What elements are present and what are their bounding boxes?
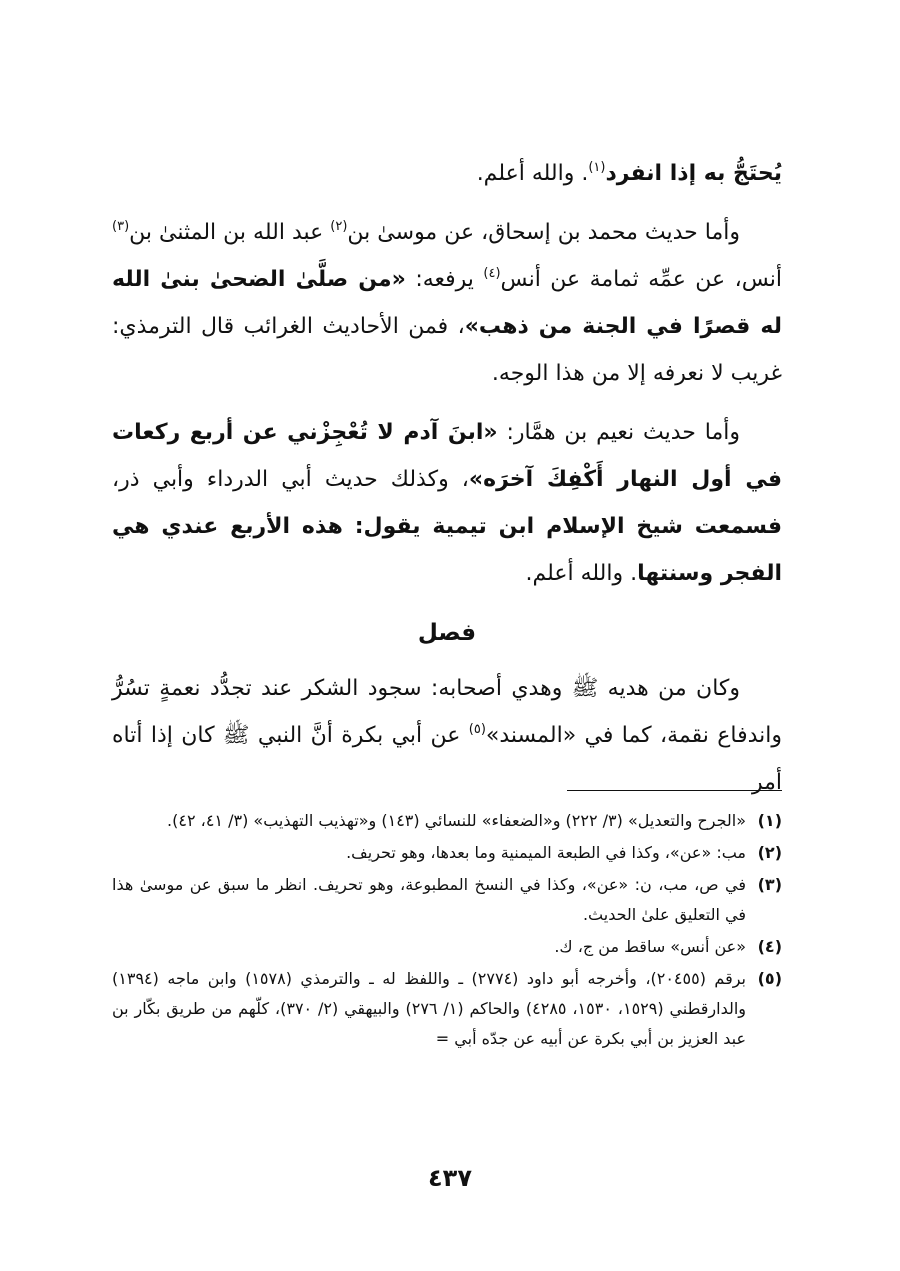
text-run: ، فمن الأحاديث الغرائب قال الترمذي: غريب لا نعرفه إلا من هذا الوجه. [112, 314, 782, 386]
text-run: وأما حديث نعيم بن همَّار: [497, 420, 740, 445]
text-run: يرفعه: [405, 267, 484, 292]
footnote-number: (٥) [757, 969, 782, 988]
footnote-item [112, 806, 782, 836]
section-heading: فصل [417, 620, 477, 646]
main-text [112, 150, 782, 806]
footnote-item [112, 932, 782, 962]
footnote-text: «عن أنس» ساقط من ج، ك. [554, 937, 746, 956]
hadith-quote: «من صلَّىٰ الضحىٰ بنىٰ الله له قصرًا في الجنة من ذهب» [112, 267, 782, 339]
footnote-ref[interactable]: (١) [588, 160, 606, 175]
footnote-ref[interactable]: (٢) [330, 219, 348, 234]
footnote-separator [567, 790, 782, 791]
footnotes [112, 806, 782, 1056]
footnote-text: برقم (٢٠٤٥٥)، وأخرجه أبو داود (٢٧٧٤) ـ واللفظ له ـ والترمذي (١٥٧٨) وابن ماجه (١٣٩٤) والدارقطني (١٥٢٩، ١٥٣٠، ٤٢٨٥) والحاكم (١/ ٢٧٦) والبيهقي (٢/ ٣٧٠)، كلّهم من طريق بكّار بن عبد العزيز بن أبي بكرة عن أبيه عن جدّه أبي = [112, 969, 747, 1048]
footnote-text: مب: «عن»، وكذا في الطبعة الميمنية وما بعدها، وهو تحريف. [346, 843, 746, 862]
text-run: ، وكذلك حديث أبي الدرداء وأبي ذر، [112, 467, 469, 492]
text-run: وأما حديث محمد بن إسحاق، عن موسىٰ بن [347, 220, 740, 245]
text-run: عن أبي بكرة أنَّ النبي ﷺ كان إذا أتاه أمر [112, 723, 782, 795]
text-run: وكان من هديه ﷺ وهدي أصحابه: سجود الشكر عند تجدُّد نعمةٍ تسُرُّ واندفاع نقمة، كما في «المسند» [112, 676, 783, 748]
paragraph-3 [112, 665, 782, 806]
quote-ibn-taymiyya: فسمعت شيخ الإسلام ابن تيمية يقول: هذه الأربع عندي هي الفجر وسنتها [112, 514, 782, 586]
text-run: عبد الله بن المثنىٰ بن [129, 220, 331, 245]
paragraph-1 [112, 209, 782, 397]
footnote-ref[interactable]: (٣) [112, 219, 130, 234]
footnote-number: (٢) [757, 843, 782, 862]
footnote-number: (٤) [757, 937, 782, 956]
text-run: . والله أعلم. [476, 161, 589, 186]
footnote-ref[interactable]: (٤) [483, 266, 501, 281]
text-run: . والله أعلم. [525, 561, 638, 586]
footnote-item [112, 870, 782, 930]
hadith-quote: «ابنَ آدم لا تُعْجِزْني عن أربع ركعات في أول النهار أَكْفِكَ آخرَه» [112, 420, 782, 492]
footnote-text: في ص، مب، ن: «عن»، وكذا في النسخ المطبوعة، وهو تحريف. انظر ما سبق عن موسىٰ هذا في التعليق علىٰ الحديث. [112, 875, 746, 924]
footnote-ref[interactable]: (٥) [468, 722, 486, 737]
footnote-number: (١) [757, 811, 782, 830]
footnote-item [112, 838, 782, 868]
paragraph-2 [112, 409, 782, 597]
footnote-item [112, 964, 782, 1054]
paragraph-continuation [112, 150, 782, 197]
text-run: يُحتَجُّ به إذا انفرد [605, 161, 782, 186]
page-number: ٤٣٧ [428, 1164, 472, 1192]
footnote-text: «الجرح والتعديل» (٣/ ٢٢٢) و«الضعفاء» للنسائي (١٤٣) و«تهذيب التهذيب» (٣/ ٤١، ٤٢). [167, 811, 746, 830]
footnote-number: (٣) [757, 875, 782, 894]
text-run: أنس، عن عمِّه ثمامة عن أنس [500, 267, 783, 292]
